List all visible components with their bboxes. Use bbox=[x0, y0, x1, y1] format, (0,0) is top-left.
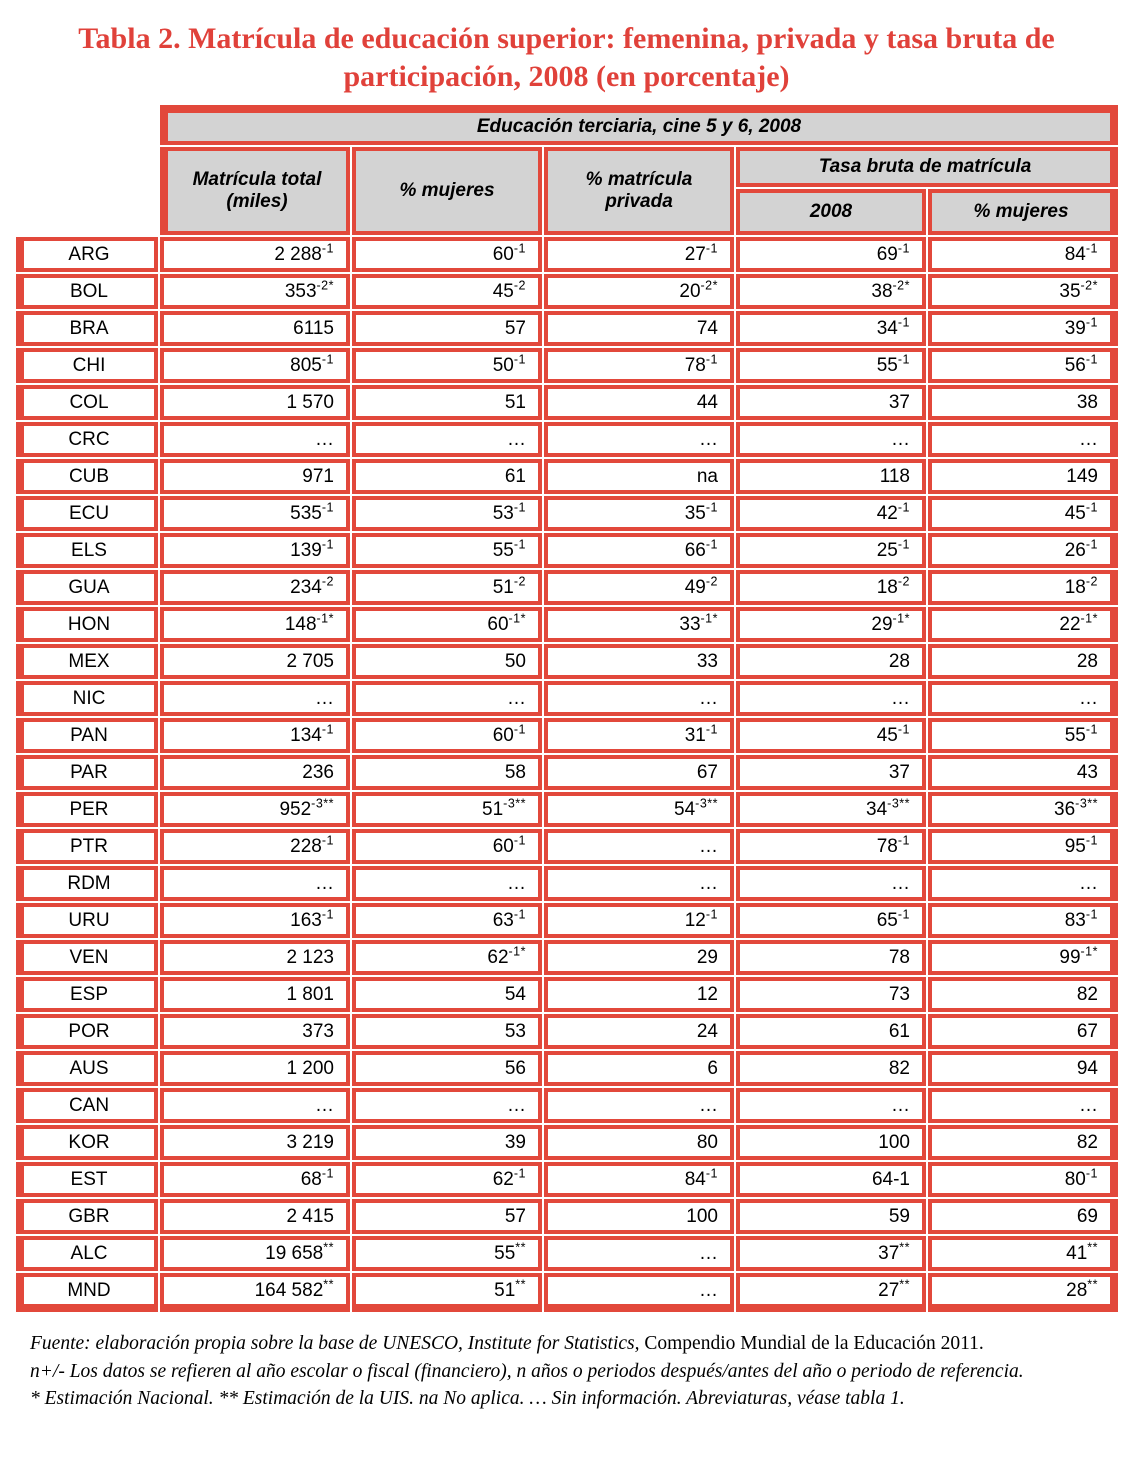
country-code-cell: KOR bbox=[16, 1125, 158, 1160]
value-cell: 61 bbox=[352, 459, 542, 494]
value-cell: 6 bbox=[544, 1051, 734, 1086]
value-cell: $50^{-1}$ bbox=[352, 348, 542, 383]
table-header bbox=[16, 105, 1118, 235]
country-code-cell: MND bbox=[16, 1273, 158, 1312]
country-code-cell: ALC bbox=[16, 1236, 158, 1271]
value-cell: 1 570 bbox=[160, 385, 350, 420]
value-superscript: -1 bbox=[705, 1166, 718, 1181]
value-cell: $42^{-1}$ bbox=[736, 496, 926, 531]
value-cell: 37** bbox=[736, 1236, 926, 1271]
value-cell: … bbox=[736, 681, 926, 716]
table-row bbox=[16, 644, 1118, 679]
value-cell: $31^{-1}$ bbox=[544, 718, 734, 753]
value-superscript: -1 bbox=[897, 352, 910, 367]
value-cell: $805^{-1}$ bbox=[160, 348, 350, 383]
value-superscript: -1 bbox=[1085, 315, 1098, 330]
table-row bbox=[16, 718, 1118, 753]
value-cell: $56^{-1}$ bbox=[928, 348, 1118, 383]
value-cell: … bbox=[352, 1088, 542, 1123]
value-superscript: -1 bbox=[513, 500, 526, 515]
value-cell: $34^{-3**}$ bbox=[736, 792, 926, 827]
country-code-cell: POR bbox=[16, 1014, 158, 1049]
value-cell: $27^{-1}$ bbox=[544, 237, 734, 272]
col-header-tasa-bruta: Tasa bruta de matrícula bbox=[736, 147, 1118, 187]
table-row bbox=[16, 829, 1118, 864]
footnote-source-italic: Fuente: elaboración propia sobre la base de UNESCO, Institute for Statistics, bbox=[30, 1333, 640, 1354]
value-superscript: -1 bbox=[513, 1166, 526, 1181]
value-cell: $78^{-1}$ bbox=[544, 348, 734, 383]
country-code-cell: BRA bbox=[16, 311, 158, 346]
value-cell: … bbox=[736, 422, 926, 457]
value-cell: $139^{-1}$ bbox=[160, 533, 350, 568]
value-cell: 50 bbox=[352, 644, 542, 679]
value-superscript: -1* bbox=[1080, 944, 1098, 959]
value-cell: $18^{-2}$ bbox=[928, 570, 1118, 605]
value-cell: $95^{-1}$ bbox=[928, 829, 1118, 864]
value-cell: … bbox=[352, 422, 542, 457]
table-row bbox=[16, 422, 1118, 457]
value-cell: 73 bbox=[736, 977, 926, 1012]
value-superscript: -1 bbox=[513, 352, 526, 367]
col-header-pct-privada bbox=[544, 147, 734, 235]
value-superscript: -1 bbox=[1085, 537, 1098, 552]
value-cell: na bbox=[544, 459, 734, 494]
value-superscript: -1 bbox=[897, 833, 910, 848]
table-row bbox=[16, 977, 1118, 1012]
country-code-cell: GUA bbox=[16, 570, 158, 605]
col-header-matricula-total bbox=[160, 147, 350, 235]
value-cell: 28** bbox=[928, 1273, 1118, 1312]
value-superscript: ** bbox=[1087, 1277, 1098, 1292]
value-superscript: -2* bbox=[700, 278, 718, 293]
value-cell: 37 bbox=[736, 385, 926, 420]
table-row bbox=[16, 1125, 1118, 1160]
value-superscript: -2 bbox=[321, 574, 334, 589]
value-superscript: -1 bbox=[321, 537, 334, 552]
value-cell: … bbox=[928, 681, 1118, 716]
country-code-cell: MEX bbox=[16, 644, 158, 679]
col-header-matricula-total-line1: Matrícula total bbox=[192, 169, 322, 190]
value-cell: $68^{-1}$ bbox=[160, 1162, 350, 1197]
value-superscript: -1 bbox=[321, 1166, 334, 1181]
table-row bbox=[16, 681, 1118, 716]
value-cell: $65^{-1}$ bbox=[736, 903, 926, 938]
value-cell: 61 bbox=[736, 1014, 926, 1049]
country-code-cell: CHI bbox=[16, 348, 158, 383]
value-superscript: -1 bbox=[897, 315, 910, 330]
value-superscript: -2 bbox=[513, 574, 526, 589]
country-code-cell: RDM bbox=[16, 866, 158, 901]
table-row bbox=[16, 1051, 1118, 1086]
col-header-tasa-mujeres: % mujeres bbox=[928, 189, 1118, 235]
value-cell: 3 219 bbox=[160, 1125, 350, 1160]
value-cell: $353^{-2*}$ bbox=[160, 274, 350, 309]
header-row-columns bbox=[16, 147, 1118, 187]
value-cell: 149 bbox=[928, 459, 1118, 494]
value-superscript: -2* bbox=[316, 278, 334, 293]
table-row bbox=[16, 348, 1118, 383]
value-cell: 64-1 bbox=[736, 1162, 926, 1197]
page-title: Tabla 2. Matrícula de educación superior: femenina, privada y tasa bruta de participación, 2008 (en porcentaje) bbox=[78, 22, 1055, 93]
value-cell: $80^{-1}$ bbox=[928, 1162, 1118, 1197]
value-superscript: -1 bbox=[1085, 722, 1098, 737]
value-cell: $62^{-1*}$ bbox=[352, 940, 542, 975]
value-superscript: -1 bbox=[897, 907, 910, 922]
value-cell: $45^{-2}$ bbox=[352, 274, 542, 309]
value-cell: 29 bbox=[544, 940, 734, 975]
value-cell: … bbox=[544, 1236, 734, 1271]
value-superscript: -2 bbox=[897, 574, 910, 589]
value-cell: $55^{-1}$ bbox=[928, 718, 1118, 753]
value-cell: 53 bbox=[352, 1014, 542, 1049]
value-superscript: -1 bbox=[321, 352, 334, 367]
table-row bbox=[16, 237, 1118, 272]
value-cell: … bbox=[736, 1088, 926, 1123]
value-cell: 1 801 bbox=[160, 977, 350, 1012]
value-cell: 51** bbox=[352, 1273, 542, 1312]
country-code-cell: PAR bbox=[16, 755, 158, 790]
value-cell: 373 bbox=[160, 1014, 350, 1049]
value-cell: $12^{-1}$ bbox=[544, 903, 734, 938]
value-cell: $234^{-2}$ bbox=[160, 570, 350, 605]
value-cell: $33^{-1*}$ bbox=[544, 607, 734, 642]
value-superscript: -2* bbox=[892, 278, 910, 293]
value-cell: 100 bbox=[544, 1199, 734, 1234]
value-cell: $83^{-1}$ bbox=[928, 903, 1118, 938]
value-superscript: -3** bbox=[311, 796, 334, 811]
table-row bbox=[16, 311, 1118, 346]
col-header-pct-privada-line2: privada bbox=[605, 191, 673, 212]
value-cell: $51^{-2}$ bbox=[352, 570, 542, 605]
value-cell: … bbox=[736, 866, 926, 901]
value-cell: 78 bbox=[736, 940, 926, 975]
value-superscript: ** bbox=[515, 1240, 526, 1255]
value-cell: 39 bbox=[352, 1125, 542, 1160]
value-cell: 56 bbox=[352, 1051, 542, 1086]
education-table bbox=[14, 103, 1120, 1314]
value-superscript: -1 bbox=[321, 907, 334, 922]
value-cell: 74 bbox=[544, 311, 734, 346]
value-cell: $39^{-1}$ bbox=[928, 311, 1118, 346]
value-cell: … bbox=[352, 866, 542, 901]
table-body bbox=[16, 237, 1118, 1312]
value-superscript: ** bbox=[899, 1240, 910, 1255]
value-cell: … bbox=[928, 1088, 1118, 1123]
value-cell: 37 bbox=[736, 755, 926, 790]
table-row bbox=[16, 1014, 1118, 1049]
value-cell: $69^{-1}$ bbox=[736, 237, 926, 272]
value-cell: $134^{-1}$ bbox=[160, 718, 350, 753]
value-superscript: -1 bbox=[1085, 833, 1098, 848]
value-cell: $49^{-2}$ bbox=[544, 570, 734, 605]
table-row bbox=[16, 274, 1118, 309]
value-superscript: -1* bbox=[316, 611, 334, 626]
value-cell: $38^{-2*}$ bbox=[736, 274, 926, 309]
value-cell: $55^{-1}$ bbox=[736, 348, 926, 383]
value-cell: 82 bbox=[736, 1051, 926, 1086]
country-code-cell: PAN bbox=[16, 718, 158, 753]
value-cell: $26^{-1}$ bbox=[928, 533, 1118, 568]
country-code-cell: COL bbox=[16, 385, 158, 420]
value-cell: $84^{-1}$ bbox=[544, 1162, 734, 1197]
country-code-cell: AUS bbox=[16, 1051, 158, 1086]
table-row bbox=[16, 903, 1118, 938]
col-header-pct-privada-line1: % matrícula bbox=[585, 169, 693, 190]
value-cell: 67 bbox=[544, 755, 734, 790]
col-header-pct-mujeres: % mujeres bbox=[352, 147, 542, 235]
value-cell: 100 bbox=[736, 1125, 926, 1160]
header-row-group bbox=[16, 105, 1118, 145]
country-code-cell: ELS bbox=[16, 533, 158, 568]
value-cell: $60^{-1}$ bbox=[352, 237, 542, 272]
value-cell: … bbox=[544, 829, 734, 864]
value-superscript: -1 bbox=[1085, 241, 1098, 256]
country-code-cell: URU bbox=[16, 903, 158, 938]
table-row bbox=[16, 496, 1118, 531]
value-cell: … bbox=[160, 1088, 350, 1123]
country-code-cell: CAN bbox=[16, 1088, 158, 1123]
value-superscript: -3** bbox=[887, 796, 910, 811]
value-cell: $55^{-1}$ bbox=[352, 533, 542, 568]
value-superscript: -1 bbox=[1085, 500, 1098, 515]
table-row bbox=[16, 533, 1118, 568]
value-cell: 41** bbox=[928, 1236, 1118, 1271]
value-superscript: -1 bbox=[1085, 352, 1098, 367]
value-superscript: -1* bbox=[892, 611, 910, 626]
value-superscript: ** bbox=[323, 1240, 334, 1255]
value-cell: $35^{-1}$ bbox=[544, 496, 734, 531]
value-superscript: -1 bbox=[705, 907, 718, 922]
value-cell: 69 bbox=[928, 1199, 1118, 1234]
value-cell: … bbox=[928, 422, 1118, 457]
value-cell: $45^{-1}$ bbox=[928, 496, 1118, 531]
value-superscript: -1 bbox=[513, 722, 526, 737]
value-cell: 2 123 bbox=[160, 940, 350, 975]
value-cell: 59 bbox=[736, 1199, 926, 1234]
value-cell: $35^{-2*}$ bbox=[928, 274, 1118, 309]
value-cell: $99^{-1*}$ bbox=[928, 940, 1118, 975]
value-cell: 51 bbox=[352, 385, 542, 420]
value-superscript: -3** bbox=[1075, 796, 1098, 811]
country-code-cell: PTR bbox=[16, 829, 158, 864]
value-superscript: -1 bbox=[897, 722, 910, 737]
country-code-cell: BOL bbox=[16, 274, 158, 309]
header-spacer-cell bbox=[16, 105, 158, 235]
value-cell: $60^{-1}$ bbox=[352, 829, 542, 864]
country-code-cell: CUB bbox=[16, 459, 158, 494]
value-superscript: -1 bbox=[513, 241, 526, 256]
value-superscript: -3** bbox=[503, 796, 526, 811]
value-cell: $148^{-1*}$ bbox=[160, 607, 350, 642]
value-cell: 164 582** bbox=[160, 1273, 350, 1312]
value-cell: 82 bbox=[928, 1125, 1118, 1160]
value-cell: 33 bbox=[544, 644, 734, 679]
value-superscript: -1 bbox=[1085, 907, 1098, 922]
country-code-cell: EST bbox=[16, 1162, 158, 1197]
footnote-source-upright: Compendio Mundial de la Educación 2011. bbox=[639, 1333, 984, 1354]
value-superscript: -1 bbox=[705, 500, 718, 515]
value-cell: 94 bbox=[928, 1051, 1118, 1086]
value-superscript: -1 bbox=[513, 907, 526, 922]
table-row bbox=[16, 866, 1118, 901]
value-cell: … bbox=[544, 681, 734, 716]
value-cell: 2 $288^{-1}$ bbox=[160, 237, 350, 272]
table-group-header: Educación terciaria, cine 5 y 6, 2008 bbox=[160, 105, 1118, 145]
table-row bbox=[16, 1199, 1118, 1234]
value-cell: $45^{-1}$ bbox=[736, 718, 926, 753]
country-code-cell: ECU bbox=[16, 496, 158, 531]
value-cell: $952^{-3**}$ bbox=[160, 792, 350, 827]
footnote-reference-note: n+/- Los datos se refieren al año escolar o fiscal (financiero), n años o periodos después/antes del año o periodo de referencia. bbox=[30, 1360, 1024, 1382]
value-cell: $60^{-1*}$ bbox=[352, 607, 542, 642]
value-cell: $34^{-1}$ bbox=[736, 311, 926, 346]
value-cell: $535^{-1}$ bbox=[160, 496, 350, 531]
value-superscript: -1* bbox=[700, 611, 718, 626]
value-cell: 28 bbox=[928, 644, 1118, 679]
value-cell: 38 bbox=[928, 385, 1118, 420]
value-cell: $51^{-3**}$ bbox=[352, 792, 542, 827]
table-row bbox=[16, 1162, 1118, 1197]
value-cell: 57 bbox=[352, 311, 542, 346]
value-cell: … bbox=[544, 866, 734, 901]
value-superscript: -1 bbox=[705, 241, 718, 256]
value-superscript: -1* bbox=[1080, 611, 1098, 626]
country-code-cell: ESP bbox=[16, 977, 158, 1012]
value-cell: 44 bbox=[544, 385, 734, 420]
value-cell: 19 658** bbox=[160, 1236, 350, 1271]
value-cell: … bbox=[352, 681, 542, 716]
value-cell: $20^{-2*}$ bbox=[544, 274, 734, 309]
col-header-matricula-total-line2: (miles) bbox=[226, 191, 288, 212]
value-superscript: -2 bbox=[1085, 574, 1098, 589]
table-row bbox=[16, 459, 1118, 494]
value-cell: … bbox=[160, 422, 350, 457]
country-code-cell: PER bbox=[16, 792, 158, 827]
value-cell: 55** bbox=[352, 1236, 542, 1271]
value-cell: $84^{-1}$ bbox=[928, 237, 1118, 272]
value-cell: … bbox=[160, 681, 350, 716]
value-cell: $63^{-1}$ bbox=[352, 903, 542, 938]
table-row bbox=[16, 385, 1118, 420]
country-code-cell: NIC bbox=[16, 681, 158, 716]
value-superscript: -1 bbox=[705, 722, 718, 737]
value-superscript: -1 bbox=[705, 537, 718, 552]
value-superscript: ** bbox=[899, 1277, 910, 1292]
value-cell: … bbox=[544, 1088, 734, 1123]
value-superscript: ** bbox=[1087, 1240, 1098, 1255]
value-superscript: -1 bbox=[321, 722, 334, 737]
table-row bbox=[16, 1088, 1118, 1123]
footnote-source bbox=[30, 1330, 1133, 1358]
footnote-block bbox=[30, 1330, 1133, 1413]
value-cell: $78^{-1}$ bbox=[736, 829, 926, 864]
value-cell: … bbox=[544, 1273, 734, 1312]
value-cell: $29^{-1*}$ bbox=[736, 607, 926, 642]
value-superscript: -1 bbox=[321, 833, 334, 848]
value-superscript: -1 bbox=[897, 537, 910, 552]
table-row bbox=[16, 792, 1118, 827]
footnote-legend: * Estimación Nacional. ** Estimación de la UIS. na No aplica. … Sin información. Abreviaturas, véase tabla 1. bbox=[30, 1388, 905, 1410]
value-cell: 6115 bbox=[160, 311, 350, 346]
value-superscript: -1* bbox=[508, 611, 526, 626]
value-cell: 2 705 bbox=[160, 644, 350, 679]
value-cell: … bbox=[544, 422, 734, 457]
value-cell: 58 bbox=[352, 755, 542, 790]
value-superscript: -1 bbox=[321, 500, 334, 515]
value-cell: 28 bbox=[736, 644, 926, 679]
value-cell: $53^{-1}$ bbox=[352, 496, 542, 531]
col-header-2008: 2008 bbox=[736, 189, 926, 235]
table-row bbox=[16, 940, 1118, 975]
value-cell: $163^{-1}$ bbox=[160, 903, 350, 938]
value-cell: 43 bbox=[928, 755, 1118, 790]
value-cell: 1 200 bbox=[160, 1051, 350, 1086]
value-cell: $66^{-1}$ bbox=[544, 533, 734, 568]
value-cell: $62^{-1}$ bbox=[352, 1162, 542, 1197]
value-superscript: -2* bbox=[1080, 278, 1098, 293]
value-cell: 67 bbox=[928, 1014, 1118, 1049]
value-superscript: -1 bbox=[513, 833, 526, 848]
value-cell: $25^{-1}$ bbox=[736, 533, 926, 568]
value-superscript: -2 bbox=[705, 574, 718, 589]
value-superscript: -1 bbox=[1085, 1166, 1098, 1181]
value-cell: 54 bbox=[352, 977, 542, 1012]
table-row bbox=[16, 1273, 1118, 1312]
country-code-cell: VEN bbox=[16, 940, 158, 975]
country-code-cell: HON bbox=[16, 607, 158, 642]
country-code-cell: ARG bbox=[16, 237, 158, 272]
value-cell: 82 bbox=[928, 977, 1118, 1012]
value-cell: 80 bbox=[544, 1125, 734, 1160]
table-row bbox=[16, 1236, 1118, 1271]
table-row bbox=[16, 607, 1118, 642]
value-cell: 236 bbox=[160, 755, 350, 790]
value-superscript: -1 bbox=[513, 537, 526, 552]
value-cell: $22^{-1*}$ bbox=[928, 607, 1118, 642]
value-superscript: -2 bbox=[513, 278, 526, 293]
value-cell: $228^{-1}$ bbox=[160, 829, 350, 864]
value-superscript: -1 bbox=[705, 352, 718, 367]
value-cell: $60^{-1}$ bbox=[352, 718, 542, 753]
value-cell: $54^{-3**}$ bbox=[544, 792, 734, 827]
value-cell: 57 bbox=[352, 1199, 542, 1234]
value-cell: 12 bbox=[544, 977, 734, 1012]
value-cell: 118 bbox=[736, 459, 926, 494]
value-cell: … bbox=[160, 866, 350, 901]
value-superscript: ** bbox=[323, 1277, 334, 1292]
value-superscript: -1 bbox=[897, 241, 910, 256]
country-code-cell: GBR bbox=[16, 1199, 158, 1234]
value-superscript: -1 bbox=[897, 500, 910, 515]
value-superscript: -1 bbox=[321, 241, 334, 256]
value-superscript: -3** bbox=[695, 796, 718, 811]
value-cell: $36^{-3**}$ bbox=[928, 792, 1118, 827]
value-superscript: ** bbox=[515, 1277, 526, 1292]
country-code-cell: CRC bbox=[16, 422, 158, 457]
value-cell: 27** bbox=[736, 1273, 926, 1312]
table-row bbox=[16, 755, 1118, 790]
value-superscript: -1* bbox=[508, 944, 526, 959]
value-cell: 24 bbox=[544, 1014, 734, 1049]
table-row bbox=[16, 570, 1118, 605]
value-cell: 971 bbox=[160, 459, 350, 494]
value-cell: 2 415 bbox=[160, 1199, 350, 1234]
value-cell: $18^{-2}$ bbox=[736, 570, 926, 605]
value-cell: … bbox=[928, 866, 1118, 901]
